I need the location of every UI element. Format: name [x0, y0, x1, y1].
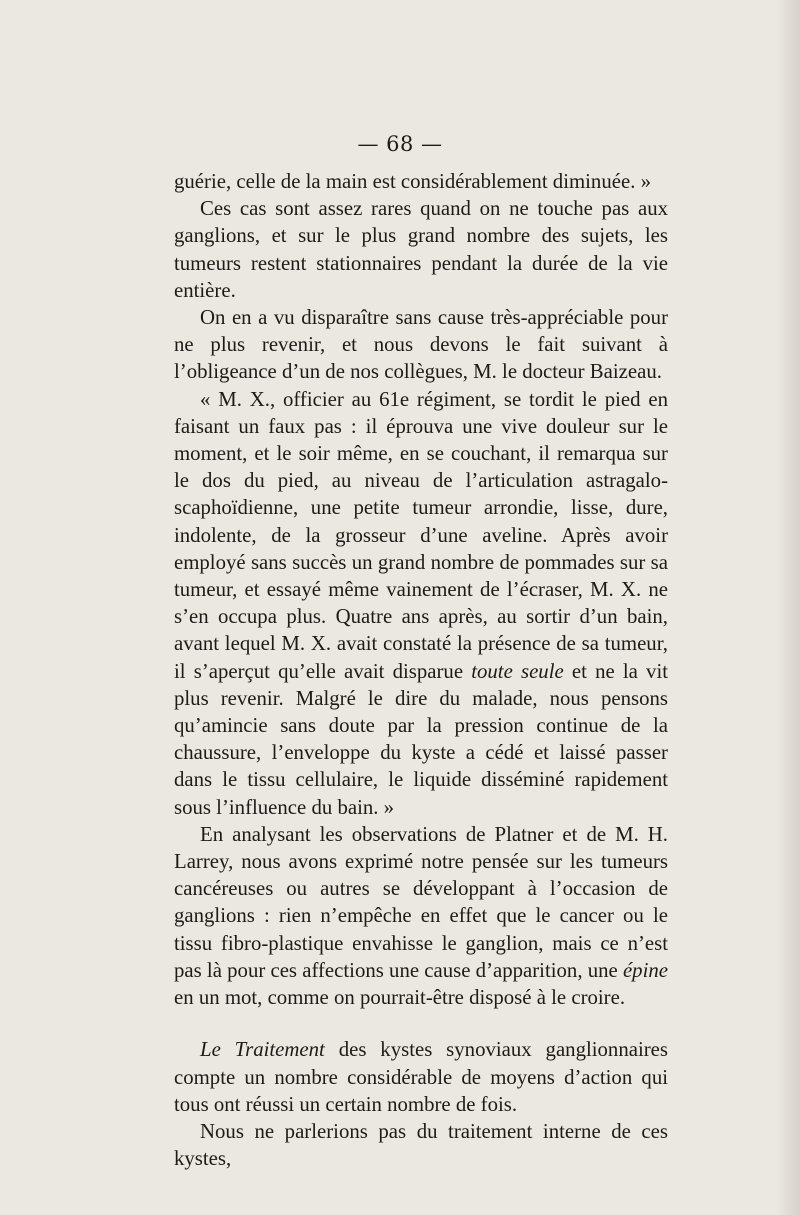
text-segment: « M. X., officier au 61e régiment, se tordit le pied en faisant un faux pas : il éprouva une vive douleur sur le moment, et le soir même, en se couchant, il remarqua sur le dos du pied, au niveau de l’articulation astragalo-scaphoïdienne, une petite tumeur arrondie, lisse, dure, indolente, de la grosseur d’une aveline. Après avoir employé sans succès un grand nombre de pommades sur sa tumeur, et essayé même vainement de l’écraser, M. X. ne s’en occupa plus. Quatre ans après, au sortir d’un bain, avant lequel M. X. avait constaté la présence de sa tumeur, il s’aperçut qu’elle avait disparue — [174, 387, 668, 683]
text-segment: en un mot, comme on pourrait-être disposé à le croire. — [174, 986, 626, 1010]
italic-text-segment: épine — [622, 958, 668, 982]
paragraph — [174, 1118, 668, 1172]
page-number: — 68 — — [357, 132, 443, 156]
paragraph — [174, 386, 668, 821]
text-segment: guérie, celle de la main est considérablement diminuée. » — [174, 170, 651, 193]
body-text — [174, 168, 668, 1172]
text-segment: et ne la vit plus revenir. Malgré le dire du malade, nous pensons qu’amincie sans doute par la pression continue de la chaussure, l’enveloppe du kyste a cédé et laissé passer dans le tissu cellulaire, le liquide disséminé rapidement sous l’influence du bain. » — [174, 659, 668, 819]
text-segment: des kystes synoviaux ganglionnaires compte un nombre considérable de moyens d’action qui tous ont réussi un certain nombre de fois. — [174, 1038, 668, 1116]
paragraph — [174, 168, 668, 195]
paragraph — [174, 821, 668, 1011]
text-segment: On en a vu disparaître sans cause très-appréciable pour ne plus revenir, et nous devons le fait suivant à l’obligeance d’un de nos collègues, M. le docteur Baizeau. — [174, 306, 668, 384]
text-segment: Nous ne parlerions pas du traitement interne de ces kystes, — [174, 1119, 668, 1171]
text-segment: En analysant les observations de Platner et de M. H. Larrey, nous avons exprimé notre pensée sur les tumeurs cancéreuses ou autres se développant à l’occasion de ganglions : rien n’empêche en effet que le cancer ou le tissu fibro-plastique envahisse le ganglion, mais ce n’est pas là pour ces affections une cause d’apparition, une — [174, 822, 668, 982]
paragraph — [174, 1036, 668, 1118]
paragraph — [174, 195, 668, 304]
italic-text-segment: toute seule — [471, 659, 564, 683]
italic-text-segment: Le Traitement — [200, 1038, 325, 1062]
text-segment: Ces cas sont assez rares quand on ne touche pas aux ganglions, et sur le plus grand nombre des sujets, les tumeurs restent stationnaires pendant la durée de la vie entière. — [174, 197, 668, 302]
paragraph — [174, 304, 668, 386]
